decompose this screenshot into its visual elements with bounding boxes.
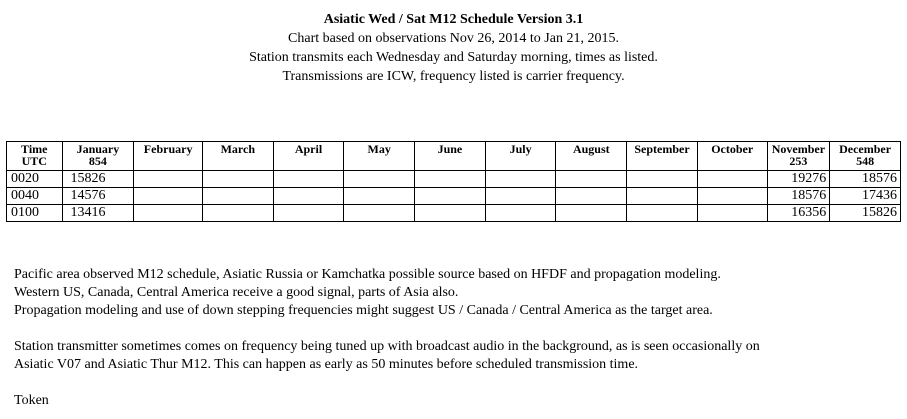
column-header-sublabel: 253: [789, 154, 808, 168]
frequency-cell: [415, 205, 486, 222]
frequency-cell: [556, 171, 627, 188]
note-tuning-line1: Station transmitter sometimes comes on frequency being tuned up with broadcast audio in the background, as is seen occasionally on: [14, 339, 760, 354]
document-header: [0, 10, 907, 86]
frequency-cell: [202, 188, 273, 205]
frequency-cell: [627, 205, 698, 222]
time-cell: 0040: [7, 188, 63, 205]
column-header: [344, 142, 415, 171]
column-header-label: December: [839, 142, 892, 156]
column-header: [697, 142, 767, 171]
column-header-label: October: [711, 142, 754, 156]
table-row: [7, 171, 901, 188]
frequency-cell: [273, 171, 344, 188]
frequency-cell: [344, 171, 415, 188]
frequency-cell: 18576: [830, 171, 901, 188]
column-header: [627, 142, 698, 171]
frequency-cell: [273, 205, 344, 222]
column-header-label: February: [143, 142, 193, 156]
table-row: [7, 205, 901, 222]
note-pacific-area: Pacific area observed M12 schedule, Asiatic Russia or Kamchatka possible source based on HFDF and propagation modeling.: [14, 267, 721, 282]
column-header-sublabel: 854: [88, 154, 107, 168]
frequency-cell: [627, 188, 698, 205]
column-header-label: March: [220, 142, 256, 156]
header-line-observations: Chart based on observations Nov 26, 2014 to Jan 21, 2015.: [288, 31, 619, 46]
note-spacer: [14, 320, 899, 338]
note-tuning-line2: Asiatic V07 and Asiatic Thur M12. This can happen as early as 50 minutes before scheduled transmission time.: [14, 357, 639, 372]
column-header: [767, 142, 830, 171]
frequency-cell: [485, 171, 556, 188]
column-header-label: May: [367, 142, 391, 156]
frequency-cell: [344, 205, 415, 222]
column-header-label: April: [294, 142, 323, 156]
frequency-cell: 15826: [830, 205, 901, 222]
document-title: Asiatic Wed / Sat M12 Schedule Version 3.1: [323, 12, 584, 27]
column-header: [556, 142, 627, 171]
frequency-cell: [202, 205, 273, 222]
frequency-cell: 19276: [767, 171, 830, 188]
time-cell: 0020: [7, 171, 63, 188]
column-header: [273, 142, 344, 171]
column-header: [202, 142, 273, 171]
frequency-cell: 17436: [830, 188, 901, 205]
column-header-label: July: [509, 142, 532, 156]
column-header: [415, 142, 486, 171]
frequency-cell: [556, 188, 627, 205]
frequency-cell: [556, 205, 627, 222]
header-line-icw: Transmissions are ICW, frequency listed is carrier frequency.: [282, 69, 625, 84]
column-header-sublabel: UTC: [21, 154, 47, 168]
column-header-label: January: [76, 142, 120, 156]
column-header-label: November: [771, 142, 826, 156]
column-header-label: September: [634, 142, 690, 156]
frequency-cell: [134, 205, 203, 222]
column-header-label: June: [437, 142, 463, 156]
table-header-row: [7, 142, 901, 171]
frequency-cell: [485, 188, 556, 205]
column-header-sublabel: 548: [856, 154, 875, 168]
column-header: [7, 142, 63, 171]
frequency-cell: 18576: [767, 188, 830, 205]
frequency-cell: [697, 188, 767, 205]
frequency-cell: 14576: [62, 188, 134, 205]
frequency-cell: [415, 188, 486, 205]
time-cell: 0100: [7, 205, 63, 222]
column-header: [134, 142, 203, 171]
frequency-cell: [134, 171, 203, 188]
column-header-label: Time: [21, 142, 48, 156]
frequency-cell: [627, 171, 698, 188]
frequency-cell: [415, 171, 486, 188]
frequency-cell: [697, 171, 767, 188]
notes-section: [14, 266, 899, 410]
frequency-cell: [134, 188, 203, 205]
table-body: [7, 171, 901, 222]
frequency-cell: 15826: [62, 171, 134, 188]
frequency-cell: [273, 188, 344, 205]
table-row: [7, 188, 901, 205]
column-header: [62, 142, 134, 171]
frequency-cell: [344, 188, 415, 205]
frequency-cell: [485, 205, 556, 222]
schedule-table: [6, 141, 901, 222]
frequency-cell: 13416: [62, 205, 134, 222]
note-target-area: Propagation modeling and use of down stepping frequencies might suggest US / Canada / Central America as the target area.: [14, 303, 713, 318]
column-header: [830, 142, 901, 171]
frequency-cell: [697, 205, 767, 222]
header-line-transmit-days: Station transmits each Wednesday and Saturday morning, times as listed.: [249, 50, 658, 65]
note-spacer: [14, 374, 899, 392]
column-header-label: August: [572, 142, 610, 156]
frequency-cell: 16356: [767, 205, 830, 222]
column-header: [485, 142, 556, 171]
note-signature: Token: [14, 393, 49, 408]
note-reception: Western US, Canada, Central America receive a good signal, parts of Asia also.: [14, 285, 459, 300]
frequency-cell: [202, 171, 273, 188]
